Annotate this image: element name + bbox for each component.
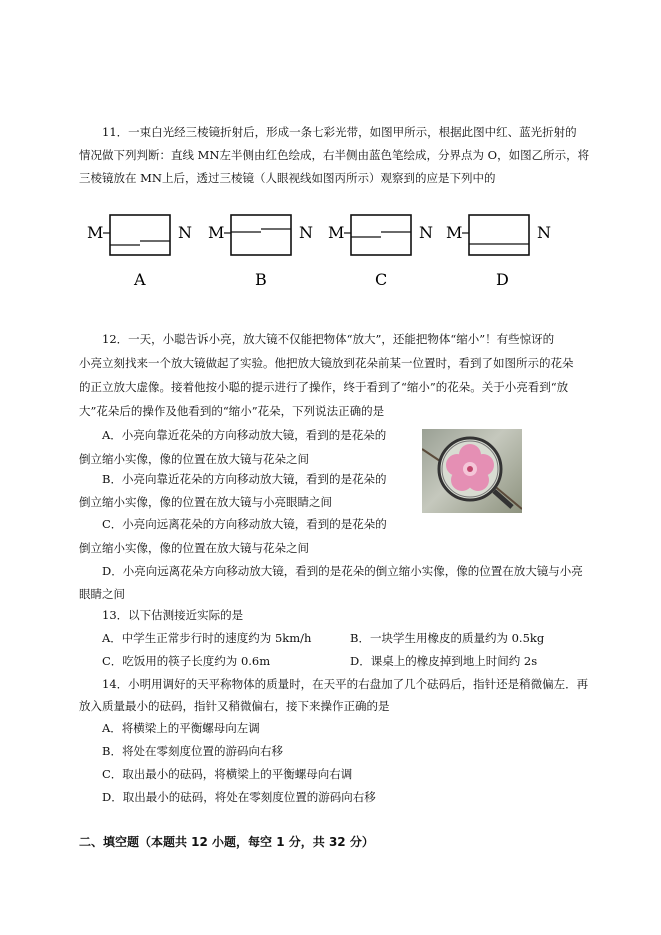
q14-option-c: C．取出最小的砝码，将横梁上的平衡螺母向右调 [102, 767, 353, 781]
figure-c-label: C [375, 270, 388, 288]
figure-b-n-label: N [299, 223, 313, 242]
q12-option-b-line-2: 倒立缩小实像，像的位置在放大镜与小亮眼睛之间 [79, 495, 332, 509]
section-2-heading: 二、填空题（本题共 12 小题，每空 1 分，共 32 分） [79, 835, 374, 849]
figure-a-label: A [134, 270, 146, 288]
q11-line-1: 11．一束白光经三棱镜折射后，形成一条七彩光带，如图甲所示，根据此图中红、蓝光折射的 [102, 125, 577, 139]
figure-b [208, 215, 313, 288]
q13-option-c: C．吃饭用的筷子长度约为 0.6m [102, 654, 271, 668]
figure-d-label: D [496, 270, 509, 288]
figure-a-m-label: M [87, 223, 104, 242]
q12-option-b-line-1: B．小亮向靠近花朵的方向移动放大镜，看到的是花朵的 [102, 472, 387, 486]
figure-b-label: B [255, 270, 267, 288]
q13-option-a: A．中学生正常步行时的速度约为 5km/h [102, 631, 312, 645]
q14-line-2: 放入质量最小的砝码，指针又稍微偏右，接下来操作正确的是 [79, 699, 390, 713]
q14-option-d: D．取出最小的砝码，将处在零刻度位置的游码向右移 [102, 790, 376, 804]
q12-option-d-line-1: D．小亮向远离花朵方向移动放大镜，看到的是花朵的倒立缩小实像，像的位置在放大镜与小亮 [102, 564, 583, 578]
q12-option-c-line-2: 倒立缩小实像，像的位置在放大镜与花朵之间 [79, 541, 309, 555]
figure-c [328, 215, 433, 288]
q14-line-1: 14．小明用调好的天平称物体的质量时，在天平的右盘加了几个砝码后，指针还是稍微偏左．再 [102, 677, 589, 691]
q13-option-b: B．一块学生用橡皮的质量约为 0.5kg [350, 631, 545, 645]
figure-d-n-label: N [537, 223, 551, 242]
q11-figures [0, 208, 661, 288]
figure-a [87, 215, 192, 288]
q14-option-b: B．将处在零刻度位置的游码向右移 [102, 744, 283, 758]
figure-d [446, 215, 551, 288]
figure-a-n-label: N [178, 223, 192, 242]
q12-line-4: 大”花朵后的操作及他看到的“缩小”花朵，下列说法正确的是 [79, 404, 385, 418]
q12-option-c-line-1: C．小亮向远离花朵的方向移动放大镜，看到的是花朵的 [102, 517, 387, 531]
figure-d-m-label: M [446, 223, 463, 242]
figure-c-n-label: N [419, 223, 433, 242]
q12-option-d-line-2: 眼睛之间 [79, 587, 125, 601]
q12-option-a-line-2: 倒立缩小实像，像的位置在放大镜与花朵之间 [79, 452, 309, 466]
q11-line-3: 三棱镜放在 MN上后，透过三棱镜（人眼视线如图丙所示）观察到的应是下列中的 [79, 171, 496, 185]
magnifier-flower-photo [422, 429, 522, 513]
figure-b-m-label: M [208, 223, 225, 242]
q14-option-a: A．将横梁上的平衡螺母向左调 [102, 721, 260, 735]
q12-option-a-line-1: A．小亮向靠近花朵的方向移动放大镜，看到的是花朵的 [102, 428, 387, 442]
q13-option-d: D．课桌上的橡皮掉到地上时间约 2s [350, 654, 538, 668]
q11-line-2: 情况做下列判断：直线 MN左半侧由红色绘成，右半侧由蓝色笔绘成，分界点为 O，如图乙所示，将 [79, 148, 590, 162]
q13-stem: 13．以下估测接近实际的是 [102, 608, 244, 622]
q12-line-1: 12．一天，小聪告诉小亮，放大镜不仅能把物体“放大”，还能把物体“缩小”！有些惊讶的 [102, 332, 555, 346]
q12-line-3: 的正立放大虚像。接着他按小聪的提示进行了操作，终于看到了“缩小”的花朵。关于小亮看到“放 [79, 380, 569, 394]
figure-c-m-label: M [328, 223, 345, 242]
q12-line-2: 小亮立刻找来一个放大镜做起了实验。他把放大镜放到花朵前某一位置时，看到了如图所示的花朵 [79, 356, 574, 370]
